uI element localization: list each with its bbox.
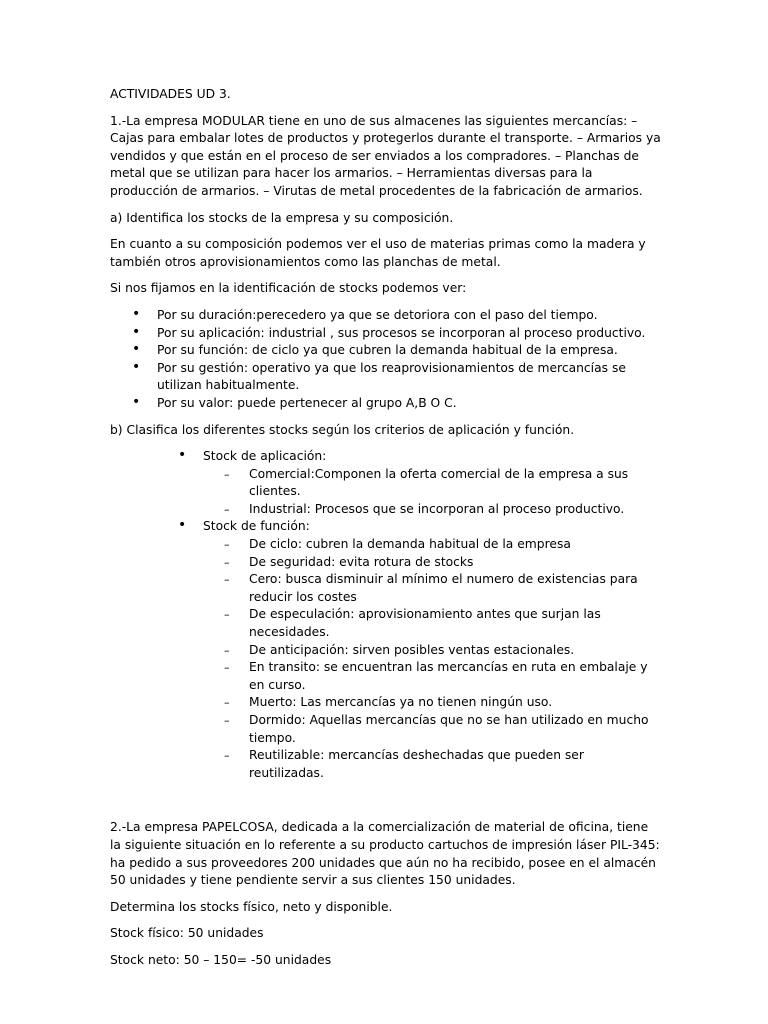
exercise-1-statement: 1.-La empresa MODULAR tiene en uno de sus almacenes las siguientes mercancías: – Cajas para embalar lotes de productos y protegerlos durante el transporte. – Armarios ya vendidos y que están en el proceso de ser enviados a los compradores. – Planchas de metal que se utilizan para hacer los armarios. – Herramientas diversas para la producción de armarios. – Virutas de metal procedentes de la fabricación de armarios. <box>110 113 661 198</box>
physical-stock-answer: Stock físico: 50 unidades <box>110 926 264 941</box>
function-stock-label: Stock de función: <box>203 519 310 534</box>
list-item: – De ciclo: cubren la demanda habitual de la empresa <box>110 536 662 554</box>
list-item: – Industrial: Procesos que se incorporan al proceso productivo. <box>110 501 662 519</box>
document-body <box>110 86 662 979</box>
list-item: • Por su gestión: operativo ya que los reaprovisionamientos de mercancías se utilizan habitualmente. <box>110 360 662 395</box>
composition-paragraph: En cuanto a su composición podemos ver el uso de materias primas como la madera y también otros aprovisionamientos como las planchas de metal. <box>110 237 646 269</box>
application-stock-label: Stock de aplicación: <box>203 449 327 464</box>
section-spacer <box>110 791 662 819</box>
classification-list <box>110 448 662 782</box>
list-item: – Comercial:Componen la oferta comercial de la empresa a sus clientes. <box>110 466 662 501</box>
list-item: – De especulación: aprovisionamiento antes que surjan las necesidades. <box>110 606 662 641</box>
question-b: b) Clasifica los diferentes stocks según los criterios de aplicación y función. <box>110 422 575 437</box>
application-sublist <box>203 466 662 519</box>
net-stock-answer: Stock neto: 50 – 150= -50 unidades <box>110 952 332 967</box>
list-item: • Por su función: de ciclo ya que cubren la demanda habitual de la empresa. <box>110 342 662 360</box>
exercise-2-question: Determina los stocks físico, neto y disponible. <box>110 899 393 914</box>
list-item: • Por su aplicación: industrial , sus procesos se incorporan al proceso productivo. <box>110 325 662 343</box>
question-a: a) Identifica los stocks de la empresa y su composición. <box>110 210 454 225</box>
list-item: – De seguridad: evita rotura de stocks <box>110 554 662 572</box>
list-item: • Por su duración:perecedero ya que se detoriora con el paso del tiempo. <box>110 307 662 325</box>
list-item: – Muerto: Las mercancías ya no tienen ningún uso. <box>110 694 662 712</box>
identification-intro: Si nos fijamos en la identificación de stocks podemos ver: <box>110 281 467 296</box>
function-sublist <box>203 536 662 782</box>
list-item: – En transito: se encuentran las mercancías en ruta en embalaje y en curso. <box>110 659 662 694</box>
list-item: – Reutilizable: mercancías deshechadas que pueden ser reutilizadas. <box>110 747 662 782</box>
list-item: – De anticipación: sirven posibles ventas estacionales. <box>110 642 662 660</box>
list-item: – Dormido: Aquellas mercancías que no se han utilizado en mucho tiempo. <box>110 712 662 747</box>
list-item: – Cero: busca disminuir al mínimo el numero de existencias para reducir los costes <box>110 571 662 606</box>
document-title: ACTIVIDADES UD 3. <box>110 87 231 101</box>
list-item: • Por su valor: puede pertenecer al grupo A,B O C. <box>110 395 662 413</box>
function-stock-item <box>110 518 662 782</box>
identification-list <box>110 307 662 413</box>
exercise-2-statement: 2.-La empresa PAPELCOSA, dedicada a la comercialización de material de oficina, tiene la siguiente situación en lo referente a su producto cartuchos de impresión láser PIL-345: ha pedido a sus proveedores 200 unidades que aún no ha recibido, posee en el almacén 50 unidades y tiene pendiente servir a sus clientes 150 unidades. <box>110 820 660 888</box>
application-stock-item <box>110 448 662 518</box>
